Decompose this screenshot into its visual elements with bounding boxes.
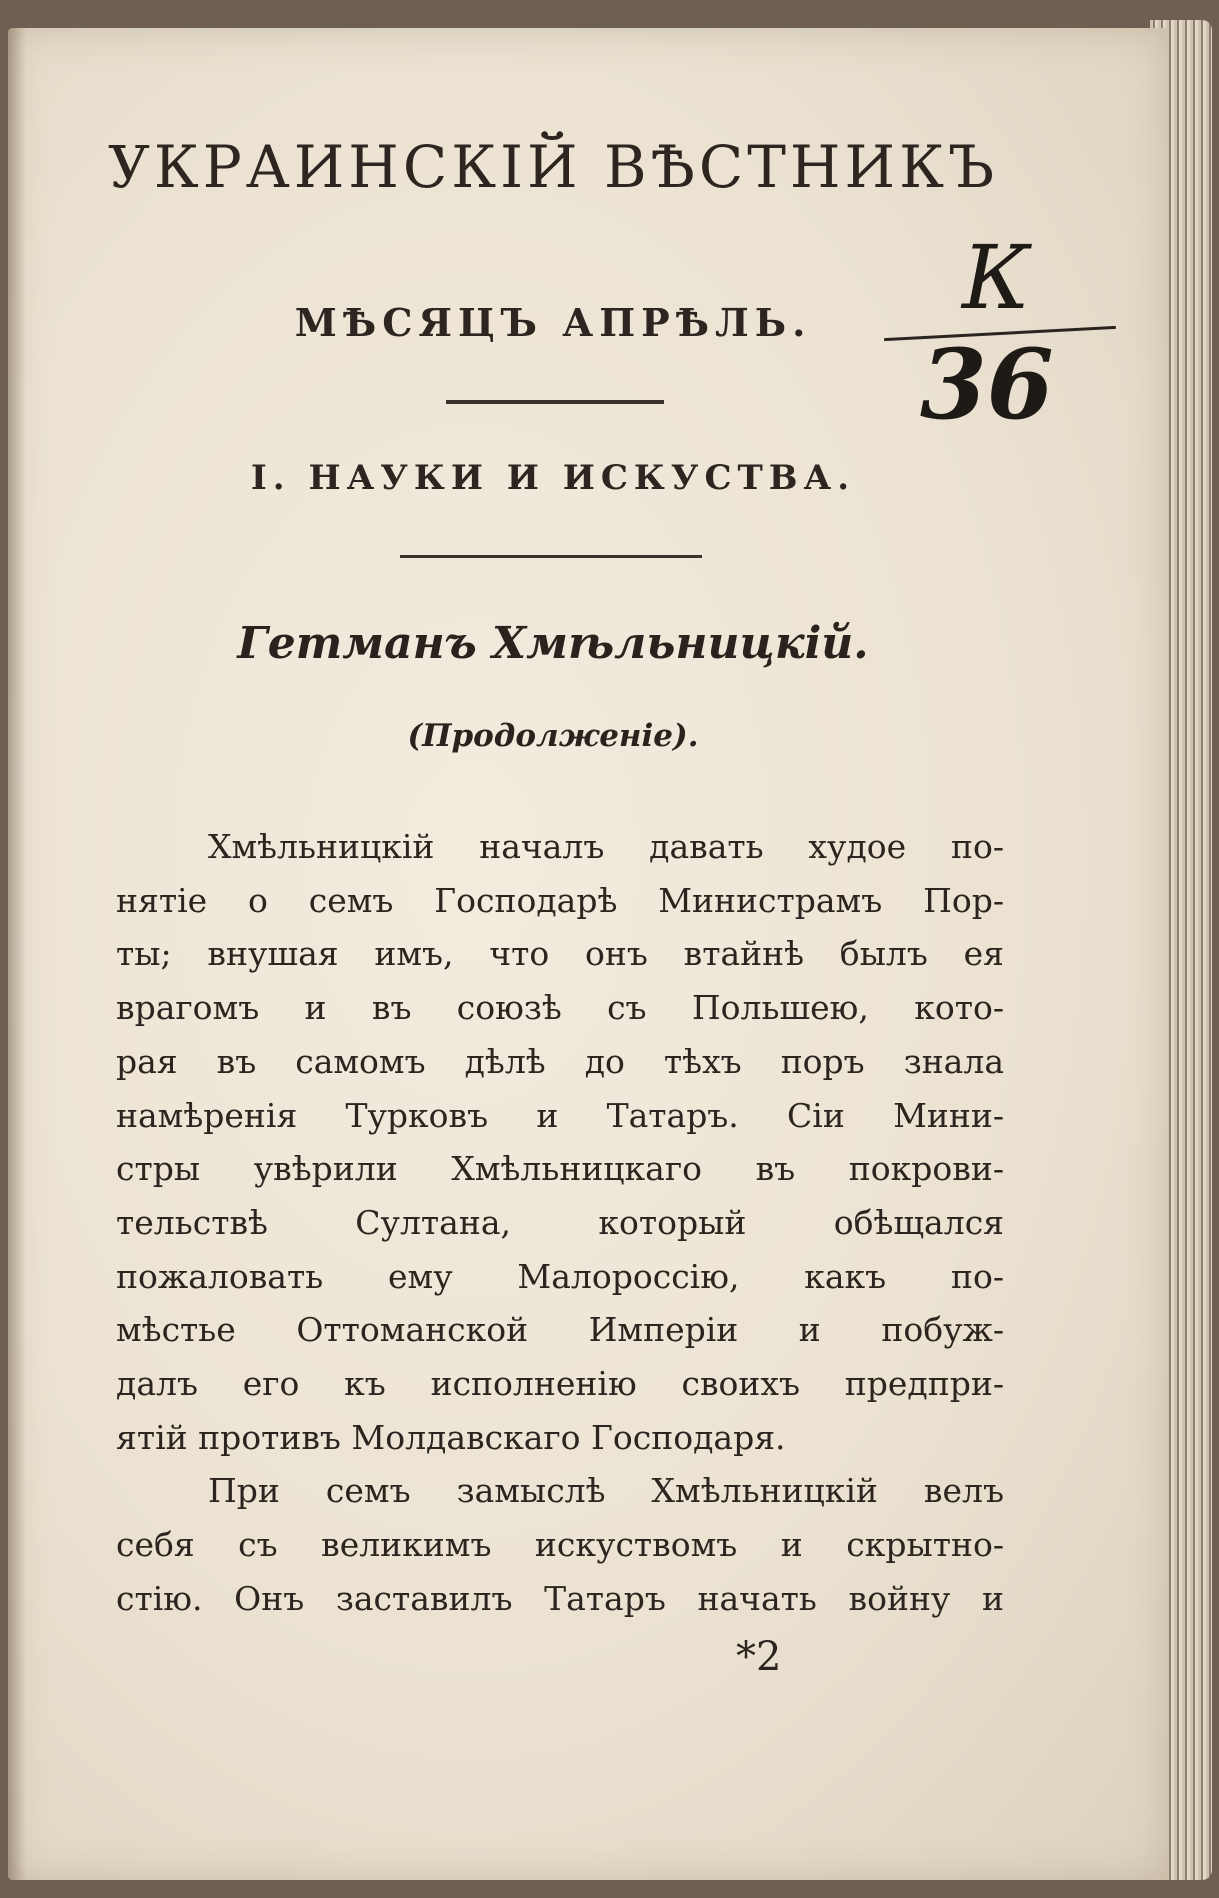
body-line: Хмѣльницкій началъ давать худое по- [208, 827, 1004, 866]
article-subtitle: (Продолженіе). [407, 718, 699, 754]
body-line: намѣренія Турковъ и Татаръ. Сіи Мини- [116, 1095, 1004, 1135]
body-line: рая въ самомъ дѣлѣ до тѣхъ поръ знала [116, 1041, 1004, 1081]
body-line: пожаловать ему Малороссію, какъ по- [116, 1256, 1004, 1296]
body-line: тельствѣ Султана, который обѣщался [116, 1202, 1004, 1242]
body-line: мѣстье Оттоманской Имперіи и побуж- [116, 1310, 1004, 1350]
divider-rule [446, 400, 664, 404]
body-line: стію. Онъ заставилъ Татаръ начать войну и [116, 1578, 1004, 1618]
masthead-title: УКРАИНСКІЙ ВѢСТНИКЪ [107, 133, 999, 201]
body-line: ты; внушая имъ, что онъ втайнѣ былъ ея [116, 934, 1004, 974]
body-line: При семъ замыслѣ Хмѣльницкій велъ [208, 1471, 1004, 1511]
section-heading: I. НАУКИ И ИСКУСТВА. [250, 458, 856, 498]
catchword: *2 [736, 1634, 782, 1680]
handwritten-mark: К [962, 226, 1031, 329]
body-line: себя съ великимъ искуствомъ и скрытно- [116, 1525, 1004, 1565]
month-heading: МѢСЯЦЪ АПРѢЛЬ. [294, 300, 812, 345]
article-title: Гетманъ Хмѣльницкій. [237, 618, 869, 669]
body-line: стры увѣрили Хмѣльницкаго въ покрови- [116, 1149, 1004, 1189]
body-line: нятіе о семъ Господарѣ Министрамъ Пор- [116, 880, 1004, 920]
handwritten-number: 36 [920, 328, 1054, 441]
article-body [116, 820, 1004, 1626]
body-line: ятій противъ Молдавскаго Господаря. [116, 1417, 786, 1457]
body-line: врагомъ и въ союзѣ съ Польшею, кото- [116, 988, 1004, 1028]
book-page [8, 28, 1168, 1880]
divider-rule [400, 555, 702, 558]
body-line: далъ его къ исполненію своихъ предпри- [116, 1364, 1004, 1404]
